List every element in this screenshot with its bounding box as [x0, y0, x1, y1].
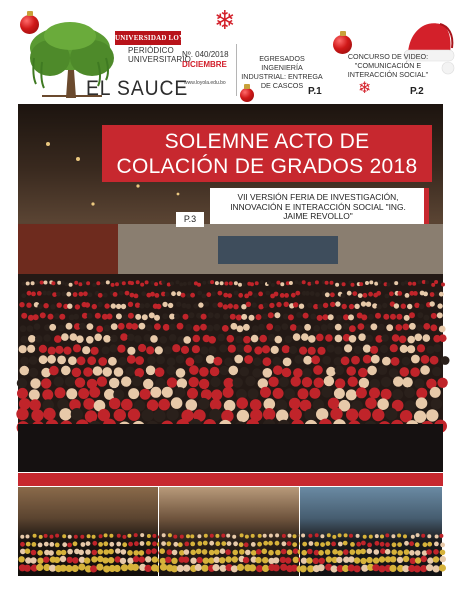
header-divider: [236, 44, 237, 96]
ceremony-photo-3: [300, 487, 442, 576]
secondary-headline: VII VERSIÓN FERIA DE INVESTIGACIÓN, INNOVACIÓN E INTERACCIÓN SOCIAL "ING. JAIME REVOLLO": [230, 192, 406, 222]
issue-number: Nº. 040/2018: [182, 50, 229, 59]
ornament-icon: [240, 88, 254, 102]
snowflake-icon: ❄: [358, 78, 372, 97]
university-logo: [115, 31, 201, 45]
graduates-crowd: [300, 533, 446, 572]
feature-title-line1: SOLEMNE ACTO DE: [164, 130, 370, 153]
feature-title-box: [102, 125, 432, 182]
secondary-headline-box[interactable]: [210, 188, 429, 224]
newspaper-kicker: PERIÓDICO UNIVERSITARIO: [128, 46, 191, 64]
teaser-1-page: P.1: [308, 86, 322, 97]
ceremony-photo-2: [159, 487, 299, 576]
issue-month: DICIEMBRE: [182, 60, 227, 69]
masthead-title: EL SAUCE: [86, 77, 189, 100]
teaser-2-page: P.2: [410, 86, 424, 97]
website-url: www.loyola.edu.bo: [184, 80, 226, 86]
snowflake-icon: ❄: [214, 6, 236, 36]
logo-text: UNIVERSIDAD LOYOLA: [115, 34, 201, 42]
teaser-2-text[interactable]: CONCURSO DE VIDEO: "COMUNICACIÓN E INTERACCIÓN SOCIAL": [347, 52, 429, 79]
teaser-1-text[interactable]: EGRESADOS INGENIERÍA INDUSTRIAL: ENTREGA DE CASCOS: [241, 54, 323, 90]
graduates-crowd: [159, 533, 304, 572]
divider-band: [18, 473, 443, 486]
feature-title-line2: COLACIÓN DE GRADOS 2018: [116, 155, 418, 178]
graduates-crowd: [18, 533, 164, 573]
secondary-page: P.3: [176, 212, 204, 227]
ceremony-photo-1: [18, 487, 158, 576]
